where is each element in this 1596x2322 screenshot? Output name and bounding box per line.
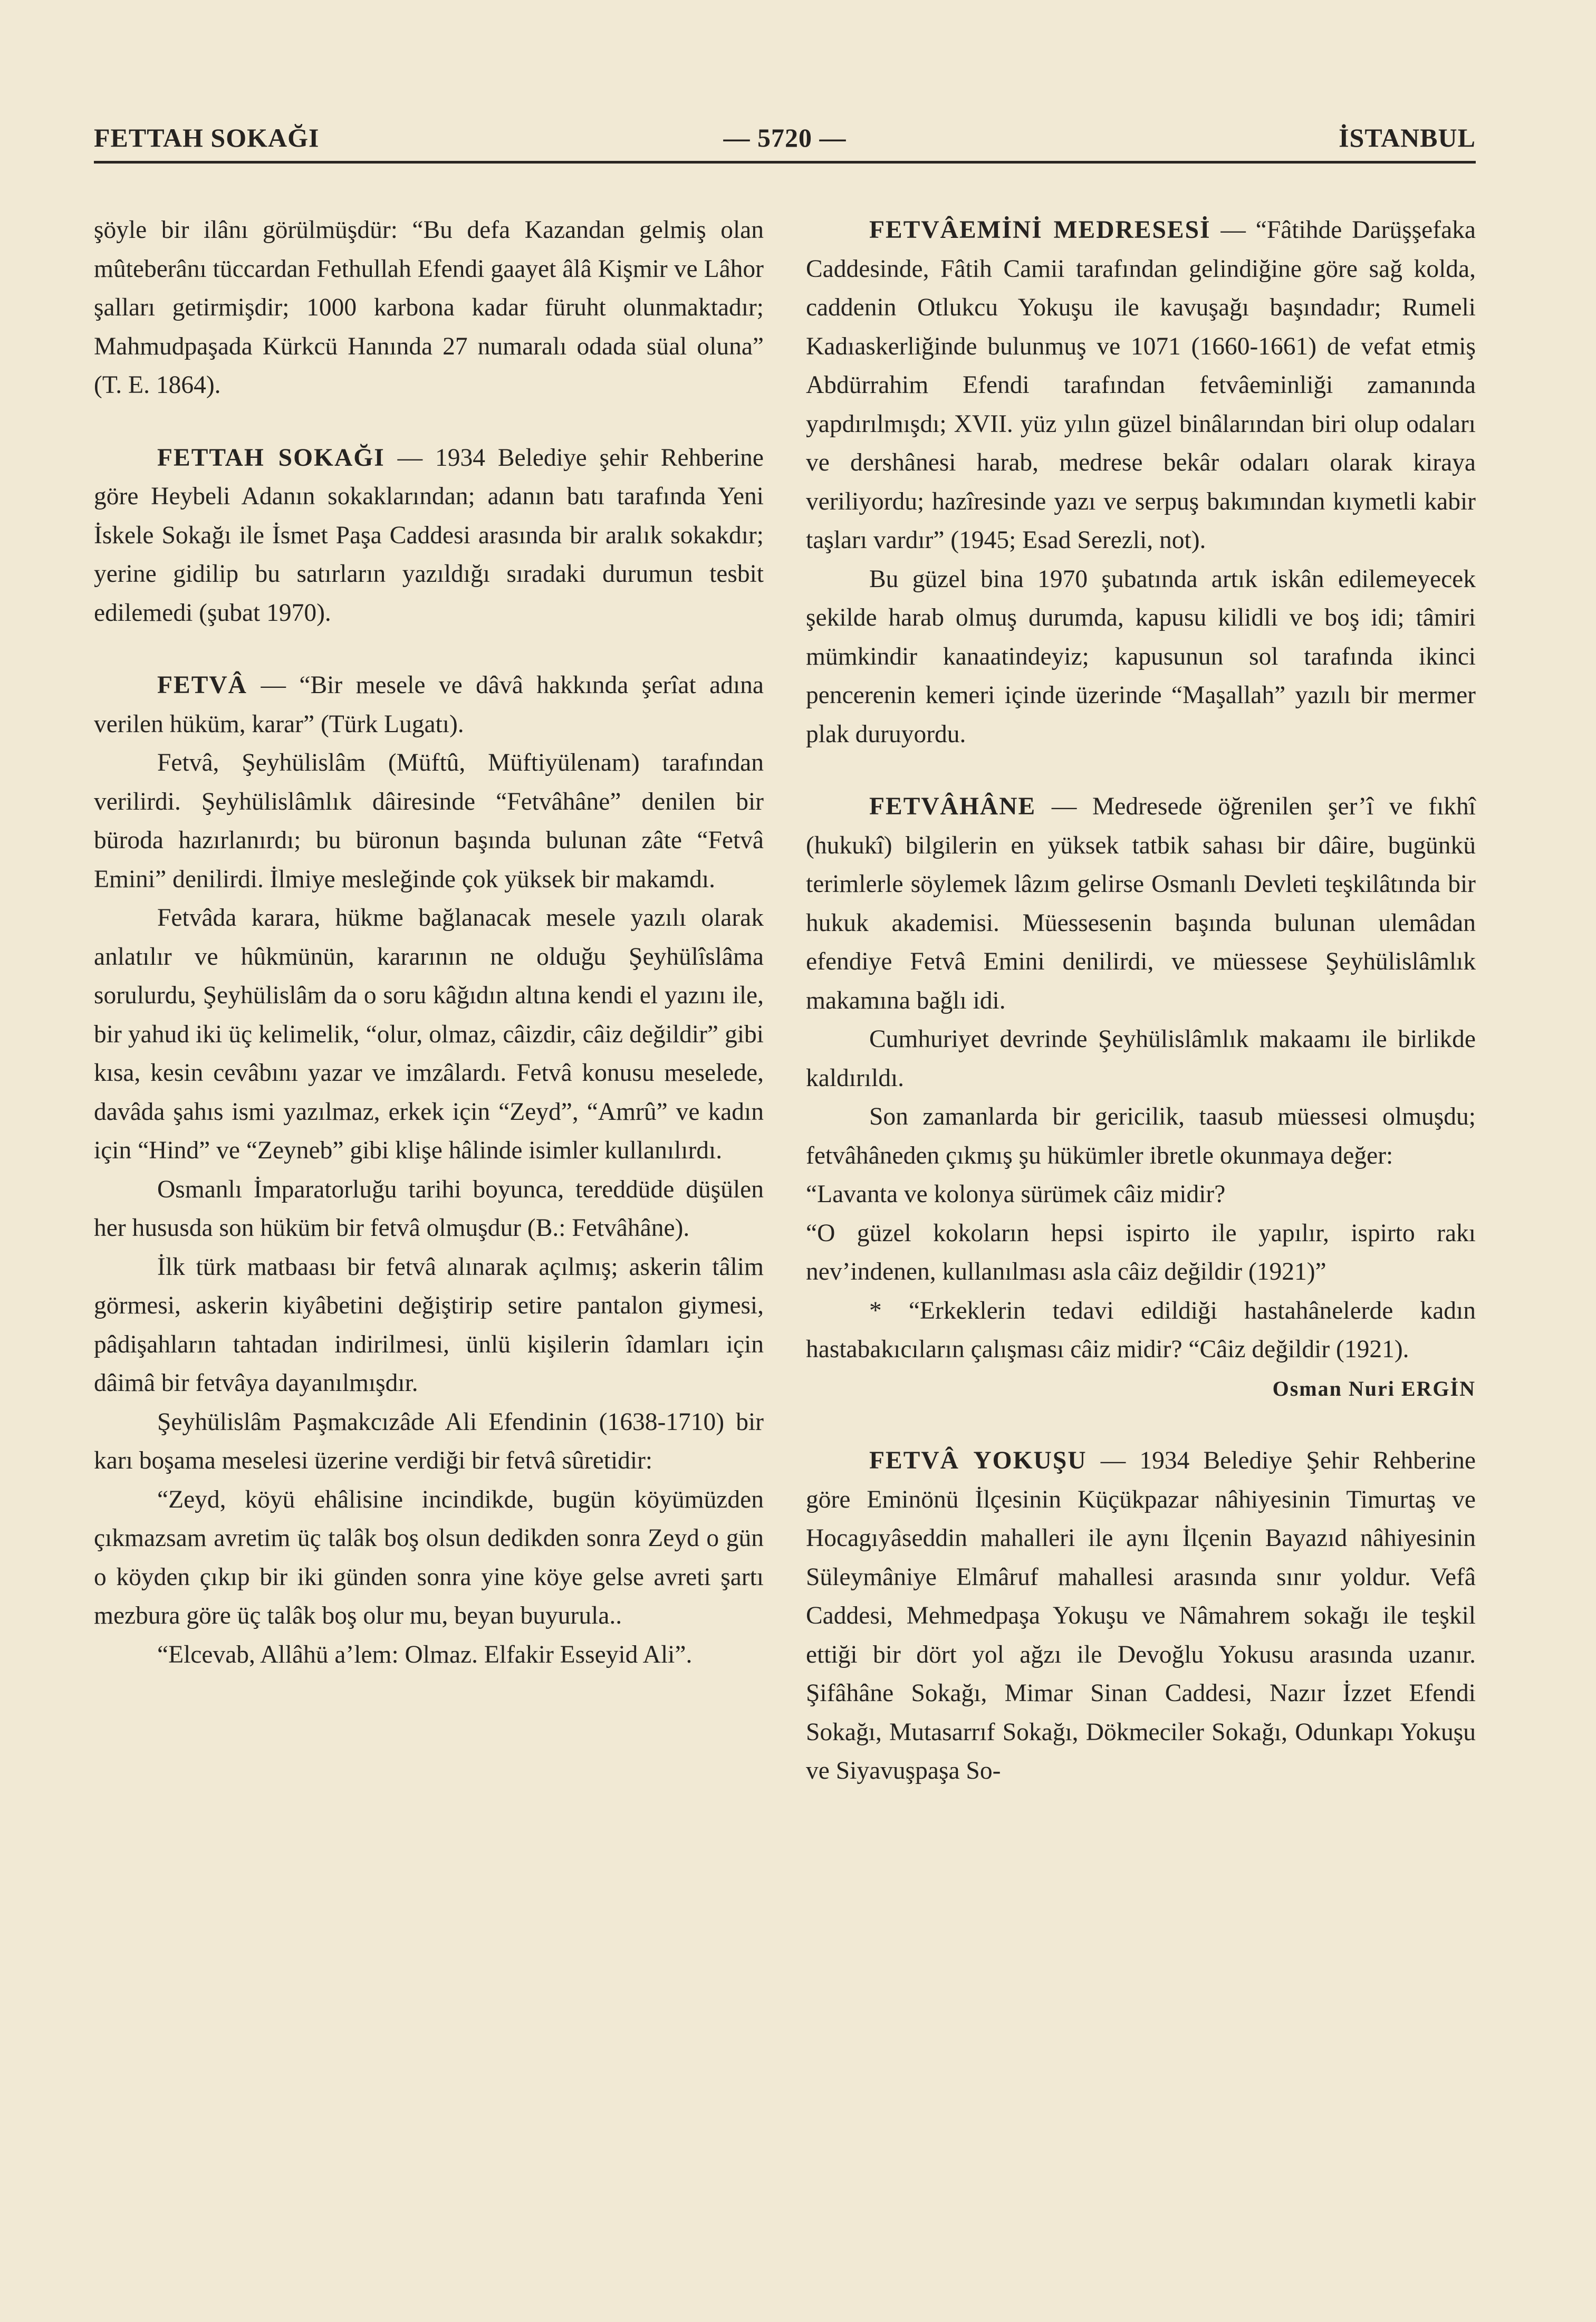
entry-body: — Medresede öğrenilen şer’î ve fıkhî (hukukî) bilgilerin en yüksek tatbik sahası bir dâire, bugünkü terimlerle söylemek lâzım gelirse Osmanlı Devleti teşkilâtında bir hukuk akademisi. Müessesenin başında bulunan ulemâdan efendiye Fetvâ Emini denilirdi, ve müessese Şeyhülislâmlık makamına bağlı idi. (806, 793, 1476, 1014)
paragraph: Son zamanlarda bir gericilik, taasub müessesi olmuşdu; fetvâhâneden çıkmış şu hükümler ibretle okunmaya değer: (806, 1103, 1476, 1169)
entry-headword: FETVÂ (157, 671, 247, 699)
paragraph: Cumhuriyet devrinde Şeyhülislâmlık makaamı ile birlikde kaldırıldı. (806, 1025, 1476, 1092)
quoted-fetva-question: “Zeyd, köyü ehâlisine incindikde, bugün köyümüzden çıkmazsam avretim üç talâk boş olsun dedikden sonra Zeyd o gün o köyden çıkıp bir iki günden sonra yine köye gelse avreti şartı mezbura göre üç talâk boş olur mu, beyan buyurula.. (94, 1485, 764, 1629)
entry-headword: FETTAH SOKAĞI (157, 444, 385, 472)
entry-fetvaemini-medresesi (806, 211, 1476, 560)
paragraph: Osmanlı İmparatorluğu tarihi boyunca, tereddüde düşülen her hususda son hüküm bir fetvâ olmuşdur (B.: Fetvâhâne). (94, 1175, 764, 1242)
paragraph: Fetvâ, Şeyhülislâm (Müftû, Müftiyülenam) tarafından verilirdi. Şeyhülislâmlık dâiresinde “Fetvâhâne” denilen bir büroda hazırlanırdı; bu büronun başında bulunan zâte “Fetvâ Emini” denilirdi. İlmiye mesleğinde çok yüksek bir makamdı. (94, 749, 764, 893)
paragraph: İlk türk matbaası bir fetvâ alınarak açılmış; askerin tâlim görmesi, askerin kiyâbetini değiştirip setire pantalon giymesi, pâdişahların tahtadan indirilmesi, ünlü kişilerin îdamları için dâimâ bir fetvâya dayanılmışdır. (94, 1253, 764, 1397)
entry-fetvahane (806, 788, 1476, 1020)
entry-headword: FETVÂEMİNİ MEDRESESİ (869, 216, 1211, 244)
entry-body: — “Fâtihde Darüşşefaka Caddesinde, Fâtih Camii tarafından gelindiğine göre sağ kolda, caddenin Otlukcu Yokuşu ile kavuşağı başındadır; Rumeli Kadıaskerliğinde bulunmuş ve 1071 (1660-1661) de vefat etmiş Abdürrahim Efendi tarafından fetvâeminliği zamanında yapdırılmışdı; XVII. yüz yılın güzel binâlarından biri olup odaları ve dershânesi harab, medrese bekâr odaları olarak kiraya veriliyordu; hazîresinde yazı ve serpuş bakımından kıymetli kabir taşları vardır” (1945; Esad Serezli, not). (806, 216, 1476, 554)
paragraph: şöyle bir ilânı görülmüşdür: “Bu defa Kazandan gelmiş olan mûteberânı tüccardan Fethullah Efendi gaayet âlâ Kişmir ve Lâhor şalları getirmişdir; 1000 karbona kadar füruht olunmaktadır; Mahmudpaşada Kürkcü Hanında 27 numaralı odada süal oluna” (T. E. 1864). (94, 216, 764, 399)
entry-body: — 1934 Belediye Şehir Rehberine göre Eminönü İlçesinin Küçükpazar nâhiyesinin Timurtaş ve Hocagıyâseddin mahalleri ile aynı İlçenin Bayazıd nâhiyesinin Süleymâniye Elmâruf mahallesi arasında sınır yoldur. Vefâ Caddesi, Mehmedpaşa Yokuşu ve Nâmahrem sokağı ile teşkil ettiği bir dört yol ağzı ile Devoğlu Yokusu arasında uzanır. Şifâhâne Sokağı, Mimar Sinan Caddesi, Nazır İzzet Efendi Sokağı, Mutasarrıf Sokağı, Dökmeciler Sokağı, Odunkapı Yokuşu ve Siyavuşpaşa So- (806, 1447, 1476, 1784)
entry-fettah-sokagi (94, 439, 764, 633)
right-column (806, 211, 1476, 1791)
entry-fetva-yokusu (806, 1442, 1476, 1791)
running-header (94, 122, 1476, 165)
entry-fetva (94, 666, 764, 744)
entry-body: — 1934 Belediye şehir Rehberine göre Heybeli Adanın sokaklarından; adanın batı tarafında Yeni İskele Sokağı ile İsmet Paşa Caddesi arasında bir aralık sokakdır; yerine gidilip bu satırların yazıldığı sıradaki durumun tesbit edilemedi (şubat 1970). (94, 444, 764, 627)
quoted-question-answer: * “Erkeklerin tedavi edildiği hastahânelerde kadın hastabakıcıların çalışması câiz midir? “Câiz değildir (1921). (806, 1297, 1476, 1363)
entry-body: — “Bir mesele ve dâvâ hakkında şerîat adına verilen hüküm, karar” (Türk Lugatı). (94, 671, 764, 738)
paragraph: Şeyhülislâm Paşmakcızâde Ali Efendinin (1638-1710) bir karı boşama meselesi üzerine verdiği bir fetvâ sûretidir: (94, 1408, 764, 1474)
header-rule (94, 161, 1476, 164)
header-volume-title: İSTANBUL (1339, 123, 1476, 152)
author-signature: Osman Nuri ERGİN (1272, 1376, 1476, 1400)
paragraph: Bu güzel bina 1970 şubatında artık iskân edilemeyecek şekilde harab olmuş durumda, kapusu kilidli ve boş idi; tâmiri mümkindir kanaatindeyiz; kapusunun sol tarafında ikinci pencerenin kemeri içinde üzerinde “Maşallah” yazılı bir mermer plak duruyordu. (806, 565, 1476, 748)
left-column (94, 211, 764, 1674)
page-number: — 5720 — (723, 123, 847, 152)
quoted-answer: “O güzel kokoların hepsi ispirto ile yapılır, ispirto rakı nev’indenen, kullanılması asla câiz değildir (1921)” (806, 1219, 1476, 1285)
paragraph: Fetvâda karara, hükme bağlanacak mesele yazılı olarak anlatılır ve hûkmünün, kararının ne olduğu Şeyhülîslâma sorulurdu, Şeyhülislâm da o soru kâğıdın altına kendi el yazını ile, bir yahud iki üç kelimelik, “olur, olmaz, câizdir, câiz değildir” gibi kısa, kesin cevâbını yazar ve imzâlardı. Fetvâ konusu meselede, davâda şahıs ismi yazılmaz, erkek için “Zeyd”, “Amrû” ve kadın için “Hind” ve “Zeyneb” gibi klişe hâlinde isimler kullanılırdı. (94, 904, 764, 1164)
entry-headword: FETVÂ YOKUŞU (869, 1447, 1087, 1474)
entry-headword: FETVÂHÂNE (869, 793, 1036, 820)
header-entry-title: FETTAH SOKAĞI (94, 123, 320, 152)
quoted-fetva-answer: “Elcevab, Allâhü a’lem: Olmaz. Elfakir Esseyid Ali”. (157, 1640, 693, 1668)
quoted-question: “Lavanta ve kolonya sürümek câiz midir? (806, 1181, 1226, 1208)
